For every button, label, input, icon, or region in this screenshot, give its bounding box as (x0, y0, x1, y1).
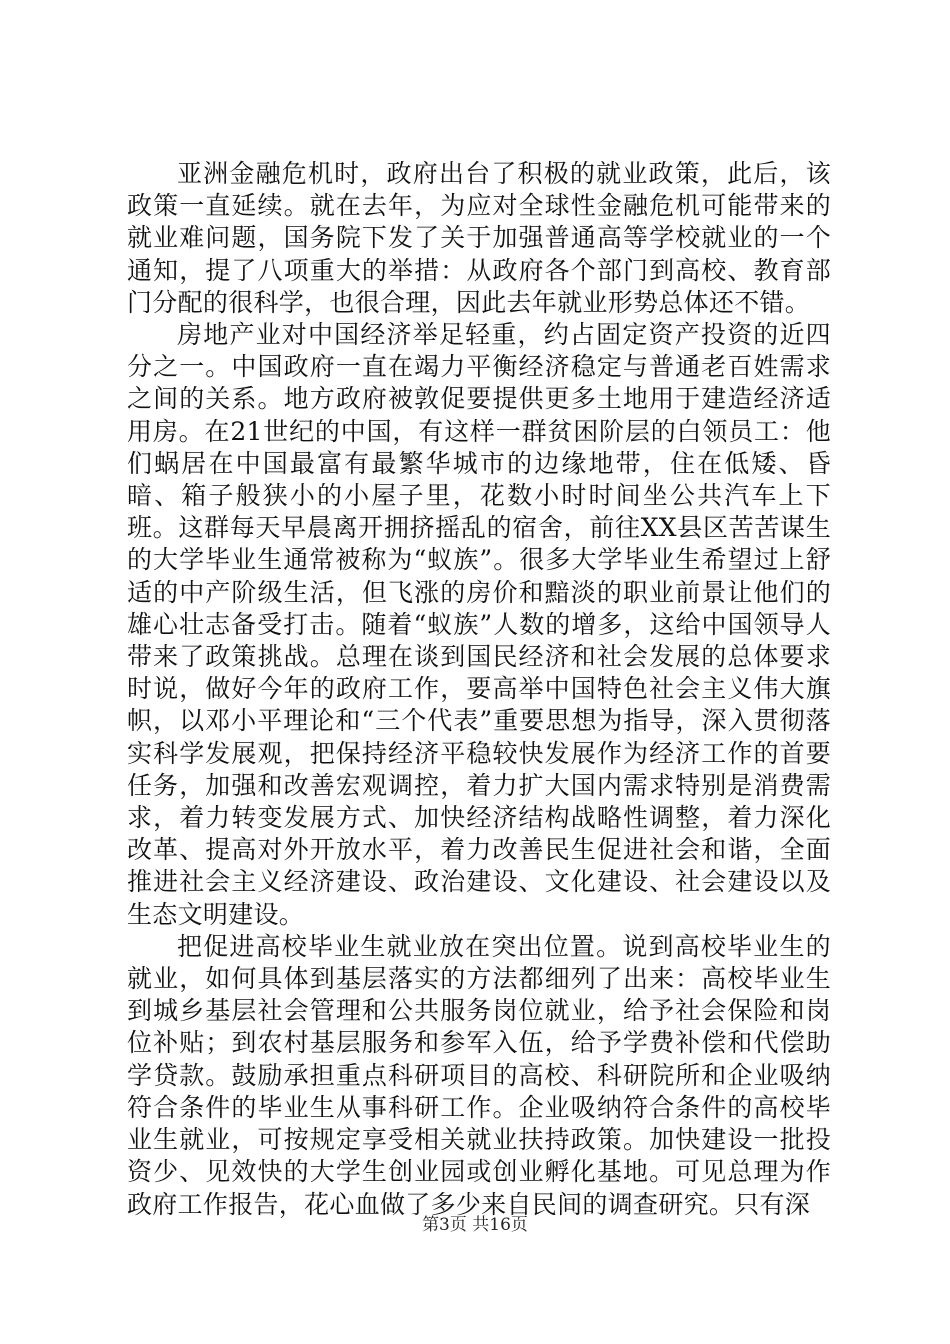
paragraph-graduate-employment: 把促进高校毕业生就业放在突出位置。说到高校毕业生的就业，如何具体到基层落实的方法都细列了出来：高校毕业生到城乡基层社会管理和公共服务岗位就业，给予社会保险和岗位补贴；到农村基层服务和参军入伍，给予学费补偿和代偿助学贷款。鼓励承担重点科研项目的高校、科研院所和企业吸纳符合条件的毕业生从事科研工作。企业吸纳符合条件的高校毕业生就业，可按规定享受相关就业扶持政策。加快建设一批投资少、见效快的大学生创业园或创业孵化基地。可见总理为作政府工作报告，花心血做了多少来自民间的调查研究。只有深 (127, 931, 831, 1219)
paragraph-financial-crisis-policy: 亚洲金融危机时，政府出台了积极的就业政策，此后，该政策一直延续。就在去年，为应对全球性金融危机可能带来的就业难问题，国务院下发了关于加强普通高等学校就业的一个通知，提了八项重大的举措：从政府各个部门到高校、教育部门分配的很科学，也很合理，因此去年就业形势总体还不错。 (127, 159, 831, 317)
paragraph-real-estate-ant-tribe: 房地产业对中国经济举足轻重，约占固定资产投资的近四分之一。中国政府一直在竭力平衡经济稳定与普通老百姓需求之间的关系。地方政府被敦促要提供更多土地用于建造经济适用房。在21世纪的中国，有这样一群贫困阶层的白领员工：他们蜗居在中国最富有最繁华城市的边缘地带，住在低矮、昏暗、箱子般狭小的小屋子里，花数小时时间坐公共汽车上下班。这群每天早晨离开拥挤摇乱的宿舍，前往XX县区苦苦谋生的大学毕业生通常被称为“蚁族”。很多大学毕业生希望过上舒适的中产阶级生活，但飞涨的房价和黯淡的职业前景让他们的雄心壮志备受打击。随着“蚁族”人数的增多，这给中国领导人带来了政策挑战。总理在谈到国民经济和社会发展的总体要求时说，做好今年的政府工作，要高举中国特色社会主义伟大旗帜，以邓小平理论和“三个代表”重要思想为指导，深入贯彻落实科学发展观，把保持经济平稳较快发展作为经济工作的首要任务，加强和改善宏观调控，着力扩大国内需求特别是消费需求，着力转变发展方式、加快经济结构战略性调整，着力深化改革、提高对外开放水平，着力改善民生促进社会和谐，全面推进社会主义经济建设、政治建设、文化建设、社会建设以及生态文明建设。 (127, 320, 831, 929)
document-body (127, 158, 831, 1221)
page-number-footer: 第3页 共16页 (422, 1215, 528, 1235)
